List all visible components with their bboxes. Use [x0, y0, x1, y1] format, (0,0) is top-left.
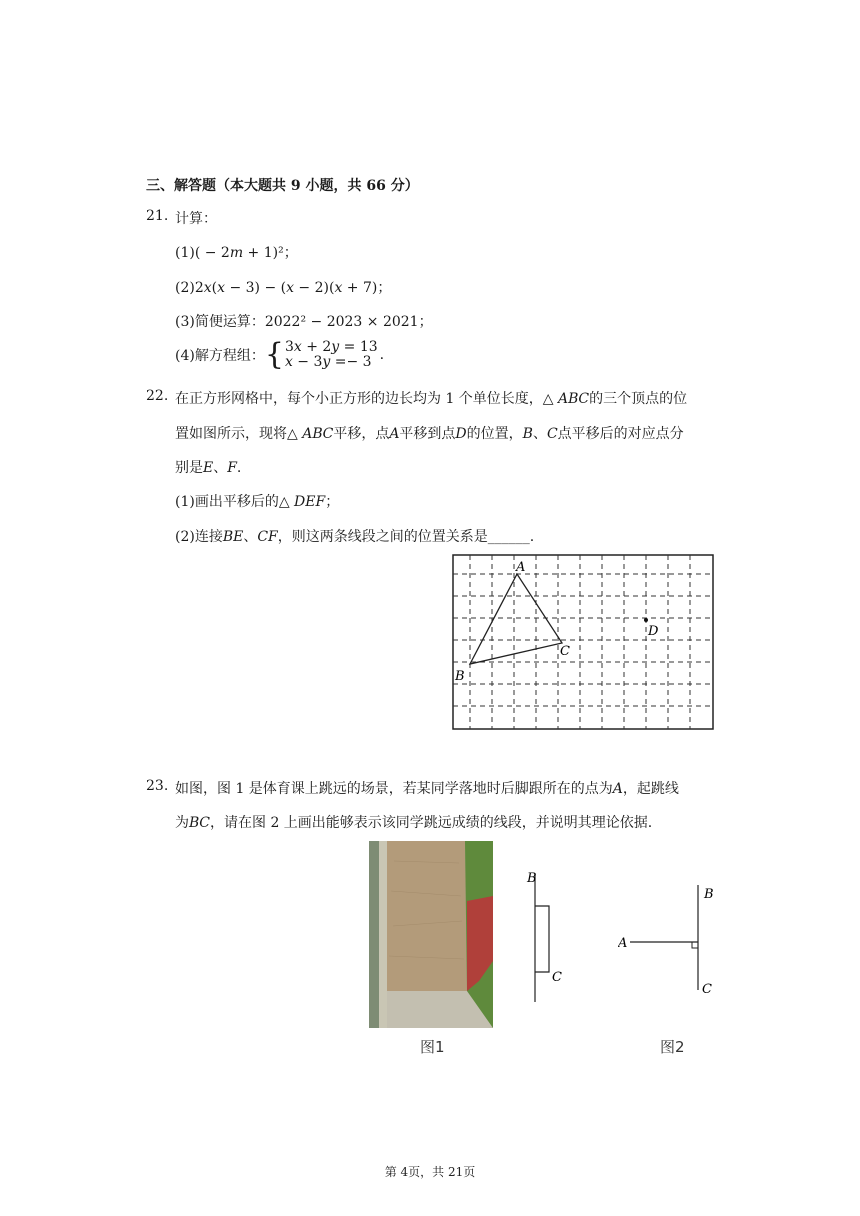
equation-2: 𝑥 − 3𝑦 =− 3 — [284, 354, 372, 370]
q22-line-1: 在正方形网格中，每个小正方形的边长均为 1 个单位长度，△ 𝐴𝐵𝐶的三个顶点的位 — [175, 391, 688, 407]
q22-line-3: 别是𝐸、𝐹. — [175, 460, 242, 476]
label-d: D — [648, 624, 659, 639]
fig1-label-c: C — [552, 970, 562, 985]
q21-item-1: (1)( − 2𝑚 + 1)²； — [175, 245, 298, 261]
q21-number: 21. — [146, 208, 169, 224]
point-d — [644, 618, 648, 622]
triangle-abc — [470, 574, 562, 664]
q23-line-1: 如图，图 1 是体育课上跳远的场景，若某同学落地时后脚跟所在的点为𝐴，起跳线 — [175, 781, 679, 797]
square-grid-figure — [452, 554, 714, 730]
q22-line-2: 置如图所示，现将△ 𝐴𝐵𝐶平移，点𝐴平移到点𝐷的位置，𝐵、𝐶点平移后的对应点分 — [175, 426, 684, 442]
q22-number: 22. — [146, 388, 169, 404]
fig1-label-b: B — [527, 871, 537, 886]
equation-system — [285, 340, 378, 370]
fig2-label-c: C — [702, 982, 712, 997]
long-jump-photo — [369, 841, 493, 1028]
q21-item-2: (2)2𝑥(𝑥 − 3) − (𝑥 − 2)(𝑥 + 7)； — [175, 280, 392, 296]
q21-item-4 — [175, 337, 385, 372]
q22-sub-2: (2)连接𝐵𝐸、𝐶𝐹，则这两条线段之间的位置关系是______. — [175, 529, 535, 545]
q21-item4-suffix: . — [379, 347, 385, 363]
fig2-label-a: A — [618, 936, 628, 951]
figure-1-caption: 图1 — [420, 1038, 445, 1056]
q21-item4-prefix: (4)解方程组： — [175, 348, 265, 364]
q22-sub-1: (1)画出平移后的△ 𝐷𝐸𝐹； — [175, 494, 340, 510]
label-b: B — [455, 669, 465, 684]
figure-2-diagram — [618, 880, 728, 1000]
grid-lines — [453, 555, 713, 729]
label-c: C — [560, 644, 570, 659]
figure-2-caption: 图2 — [660, 1038, 685, 1056]
equation-1: 3𝑥 + 2𝑦 = 13 — [284, 339, 378, 355]
q23-number: 23. — [146, 778, 169, 794]
fig2-label-b: B — [704, 887, 714, 902]
q21-item-3: (3)简便运算：2022² − 2023 × 2021； — [175, 314, 433, 330]
q23-line-2: 为𝐵𝐶，请在图 2 上画出能够表示该同学跳远成绩的线段，并说明其理论依据. — [175, 815, 653, 831]
page-footer: 第 4页，共 21页 — [384, 1165, 476, 1179]
label-a: A — [516, 560, 526, 575]
brace-icon: { — [264, 337, 284, 372]
section-title: 三、解答题（本大题共 9 小题，共 66 分） — [146, 178, 419, 194]
figure-1-diagram — [522, 866, 572, 1006]
q21-intro: 计算： — [175, 211, 217, 227]
